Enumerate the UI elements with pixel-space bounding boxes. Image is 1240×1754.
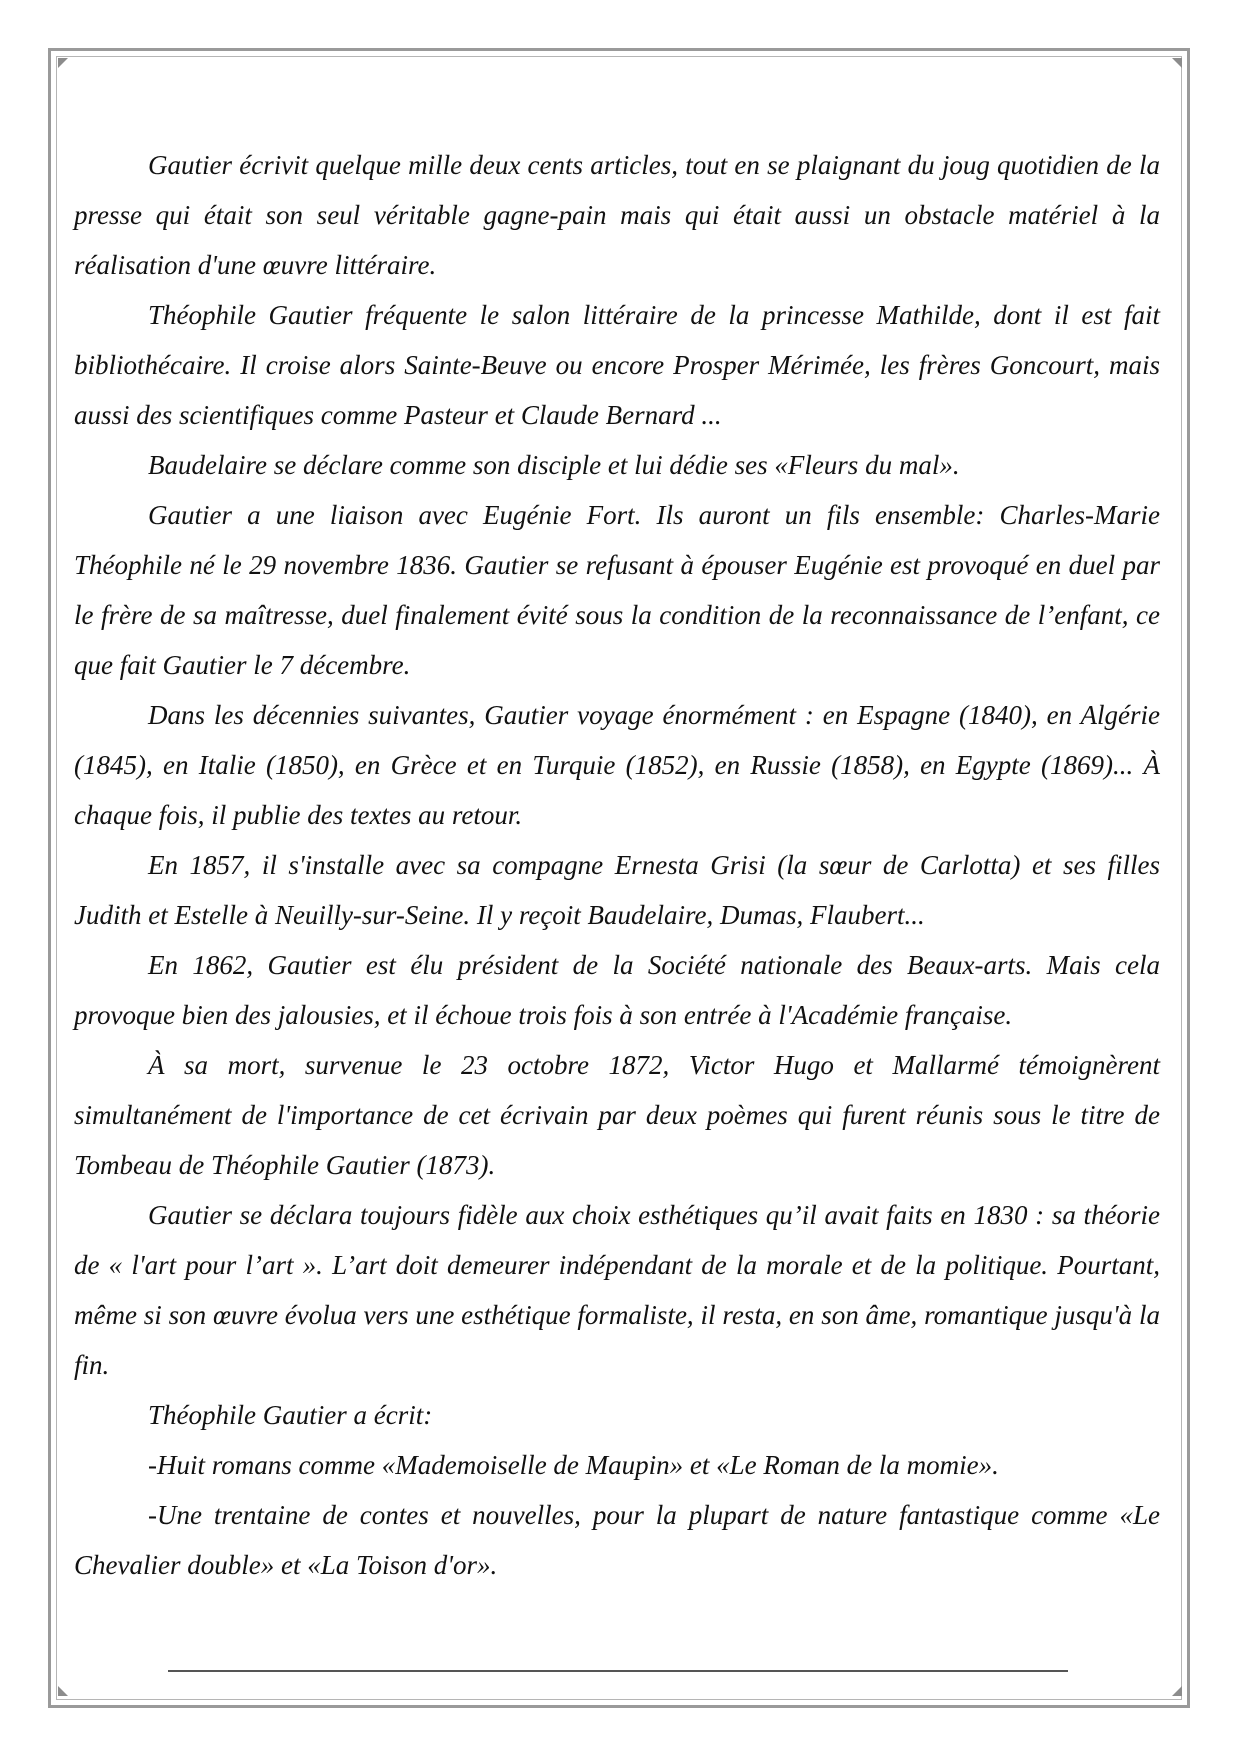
corner-ornament-bottom-right — [1172, 1686, 1182, 1696]
paragraph-articles: Gautier écrivit quelque mille deux cents articles, tout en se plaignant du joug quotidien de la presse qui était son seul véritable gagne-pain mais qui était aussi un obstacle matériel à la réalisation d'une œuvre littéraire. — [74, 150, 1160, 280]
corner-ornament-bottom-left — [58, 1686, 68, 1696]
footer-rule — [168, 1670, 1068, 1672]
body-text — [74, 140, 1160, 1590]
corner-ornament-top-left — [58, 58, 68, 68]
paragraph-mort: À sa mort, survenue le 23 octobre 1872, Victor Hugo et Mallarmé témoignèrent simultanément de l'importance de cet écrivain par deux poèmes qui furent réunis sous le titre de Tombeau de Théophile Gautier (1873). — [74, 1050, 1160, 1180]
paragraph-art-pour-art: Gautier se déclara toujours fidèle aux choix esthétiques qu’il avait faits en 1830 : sa théorie de « l'art pour l’art ». L’art doit demeurer indépendant de la morale et de la politique. Pourtant, même si son œuvre évolua vers une esthétique formaliste, il resta, en son âme, romantique jusqu'à la fin. — [74, 1200, 1160, 1380]
paragraph-oeuvres-intro: Théophile Gautier a écrit: — [148, 1400, 433, 1430]
paragraph-voyages: Dans les décennies suivantes, Gautier voyage énormément : en Espagne (1840), en Algérie (1845), en Italie (1850), en Grèce et en Turquie (1852), en Russie (1858), en Egypte (1869)... À chaque fois, il publie des textes au retour. — [74, 700, 1160, 830]
paragraph-salon-mathilde: Théophile Gautier fréquente le salon littéraire de la princesse Mathilde, dont il est fait bibliothécaire. Il croise alors Sainte-Beuve ou encore Prosper Mérimée, les frères Goncourt, mais aussi des scientifiques comme Pasteur et Claude Bernard ... — [74, 300, 1160, 430]
paragraph-neuilly: En 1857, il s'installe avec sa compagne Ernesta Grisi (la sœur de Carlotta) et ses filles Judith et Estelle à Neuilly-sur-Seine. Il y reçoit Baudelaire, Dumas, Flaubert... — [74, 850, 1160, 930]
corner-ornament-top-right — [1172, 58, 1182, 68]
paragraph-societe-beaux-arts: En 1862, Gautier est élu président de la Société nationale des Beaux-arts. Mais cela provoque bien des jalousies, et il échoue trois fois à son entrée à l'Académie française. — [74, 950, 1160, 1030]
paragraph-romans: -Huit romans comme «Mademoiselle de Maupin» et «Le Roman de la momie». — [148, 1450, 999, 1480]
paragraph-baudelaire: Baudelaire se déclare comme son disciple et lui dédie ses «Fleurs du mal». — [148, 450, 960, 480]
paragraph-eugenie-fort: Gautier a une liaison avec Eugénie Fort. Ils auront un fils ensemble: Charles-Marie Théophile né le 29 novembre 1836. Gautier se refusant à épouser Eugénie est provoqué en duel par le frère de sa maîtresse, duel finalement évité sous la condition de la reconnaissance de l’enfant, ce que fait Gautier le 7 décembre. — [74, 500, 1160, 680]
paragraph-contes: -Une trentaine de contes et nouvelles, pour la plupart de nature fantastique comme «Le Chevalier double» et «La Toison d'or». — [74, 1500, 1160, 1580]
